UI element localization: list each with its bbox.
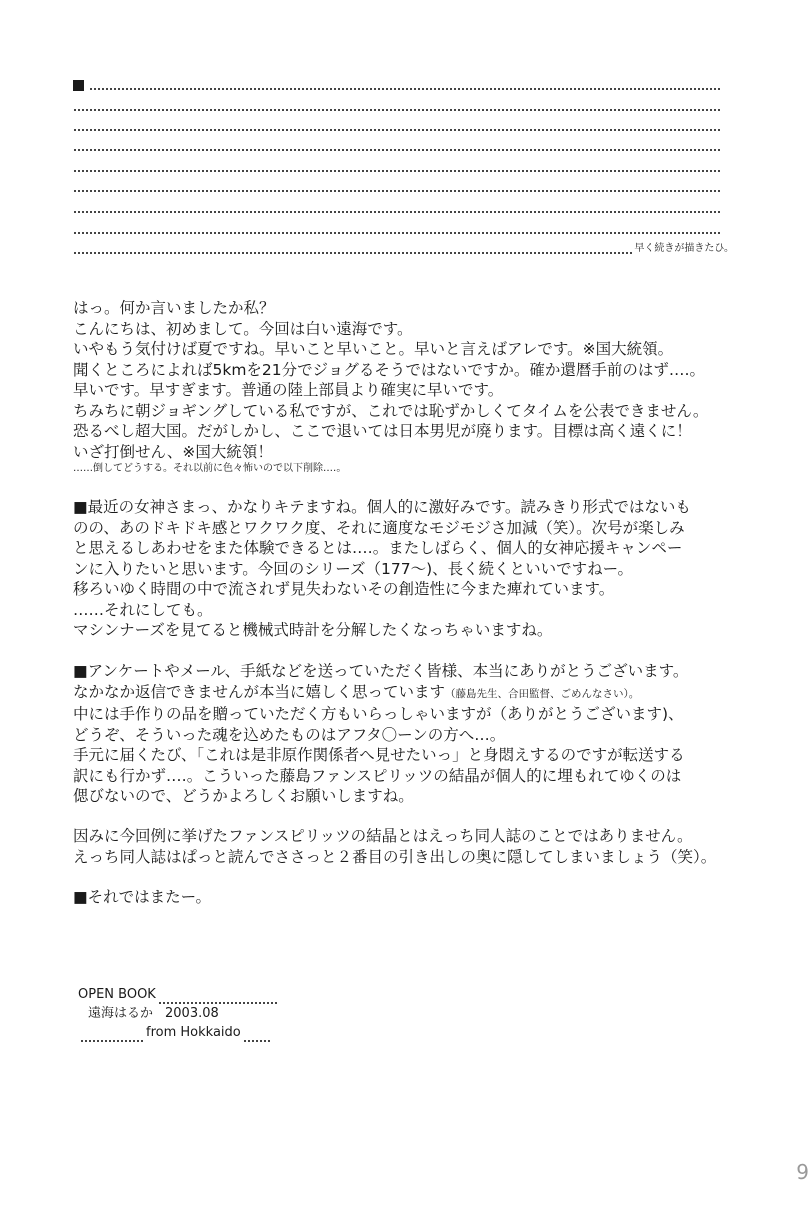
signature-author: 遠海はるか <box>88 1006 154 1021</box>
dotted-line <box>74 89 720 111</box>
text-line: と思えるしあわせをまた体験できるとは‥‥。またしばらく、個人的女神応援キャンペー <box>73 539 683 557</box>
text-line: はっ。何か言いましたか私？ <box>73 299 275 317</box>
page-number: 9 <box>796 1160 809 1184</box>
signature-from-row <box>78 1023 280 1042</box>
dotted-line <box>74 170 720 192</box>
dotted-fill <box>159 992 277 1004</box>
text-line: いやもう気付けば夏ですね。早いこと早いこと。早いと言えばアレです。※国大統領。 <box>73 340 674 358</box>
dotted-line <box>74 150 720 172</box>
text-line: ■最近の女神さまっ、かなりキテますね。個人的に激好みです。読みきり形式ではないも <box>73 498 691 516</box>
text-line: どうぞ、そういった魂を込めたものはアフタ〇ーンの方へ…。 <box>73 725 506 744</box>
signature-from: from Hokkaido <box>146 1025 241 1040</box>
intro-paragraph <box>73 298 793 476</box>
text-line <box>73 682 793 705</box>
signature-date: 2003.08 <box>165 1006 219 1021</box>
text-line: ちみちに朝ジョギングしている私ですが、これでは恥ずかしくてタイムを公表できません。 <box>73 401 709 420</box>
text-line: ■アンケートやメール、手紙などを送っていただく皆様、本当にありがとうございます。 <box>73 662 689 680</box>
text-line: 聞くところによれば5kmを21分でジョグるそうではないですか。確か還暦手前のはず‥‥。 <box>73 360 706 379</box>
dotted-line <box>74 129 720 151</box>
signature-author-row <box>78 1004 280 1023</box>
small-note: ……倒してどうする。それ以前に色々怖いので以下削除‥‥。 <box>73 463 347 474</box>
text-line: 偲びないので、どうかよろしくお願いしますね。 <box>73 787 414 805</box>
thanks-paragraph <box>73 661 793 807</box>
text-line: 因みに今回例に挙げたファンスピリッツの結晶とはえっち同人誌のことではありません。 <box>73 827 693 845</box>
text-line: えっち同人誌はぱっと読んでささっと２番目の引き出しの奥に隠してしまいましょう（笑）。 <box>73 847 717 866</box>
trailer-note: 早く続きが描きたひ。 <box>634 243 734 254</box>
text-line: 移ろいゆく時間の中で流されず見失わないその創造性に今また痺れています。 <box>73 580 615 598</box>
text-line: 恐るべし超大国。だがしかし、ここで退いては日本男児が廃ります。目標は高く遠くに！ <box>73 422 692 440</box>
dotted-line <box>74 191 720 213</box>
signature-title: OPEN BOOK <box>78 987 156 1002</box>
dotted-fill <box>74 239 632 254</box>
text-line: ■それではまたー。 <box>73 888 212 906</box>
closing-line <box>73 887 793 908</box>
inline-small-note: （藤島先生、合田監督、ごめんなさい）。 <box>445 687 640 700</box>
text-line: 早いです。早すぎます。普通の陸上部員より確実に早いです。 <box>73 381 504 399</box>
text-line: ンに入りたいと思います。今回のシリーズ（177～)、長く続くといいですねー。 <box>73 559 633 578</box>
goddess-paragraph <box>73 497 793 641</box>
text-line: 手元に届くたび、「これは是非原作関係者へ見せたいっ」と身悶えするのですが転送する <box>73 746 685 764</box>
text-line: いざ打倒せん、※国大統領！ <box>73 442 273 461</box>
text-line: のの、あのドキドキ感とワクワク度、それに適度なモジモジさ加減（笑）。次号が楽しみ <box>73 518 685 537</box>
dotted-fill <box>244 1030 270 1042</box>
text-line: 中には手作りの品を贈っていただく方もいらっしゃいますが（ありがとうございます)、 <box>73 705 684 723</box>
text-span: なかなか返信できませんが本当に嬉しく思っています <box>73 682 446 701</box>
aside-paragraph <box>73 826 793 867</box>
dotted-line-with-note <box>74 236 734 254</box>
dotted-line <box>74 212 720 234</box>
dotted-line <box>74 109 720 131</box>
text-line: ……それにしても。 <box>73 600 213 619</box>
text-line: マシンナーズを見てると機械式時計を分解したくなっちゃいますね。 <box>73 621 553 639</box>
text-line: 訳にも行かず‥‥。こういった藤島ファンスピリッツの結晶が個人的に埋もれてゆくのは <box>73 766 682 785</box>
dotted-line <box>90 68 720 90</box>
signature-block <box>78 985 280 1042</box>
text-line: こんにちは、初めまして。今回は白い遠海です。 <box>73 319 413 338</box>
dotted-fill <box>81 1030 143 1042</box>
signature-title-row <box>78 985 280 1004</box>
